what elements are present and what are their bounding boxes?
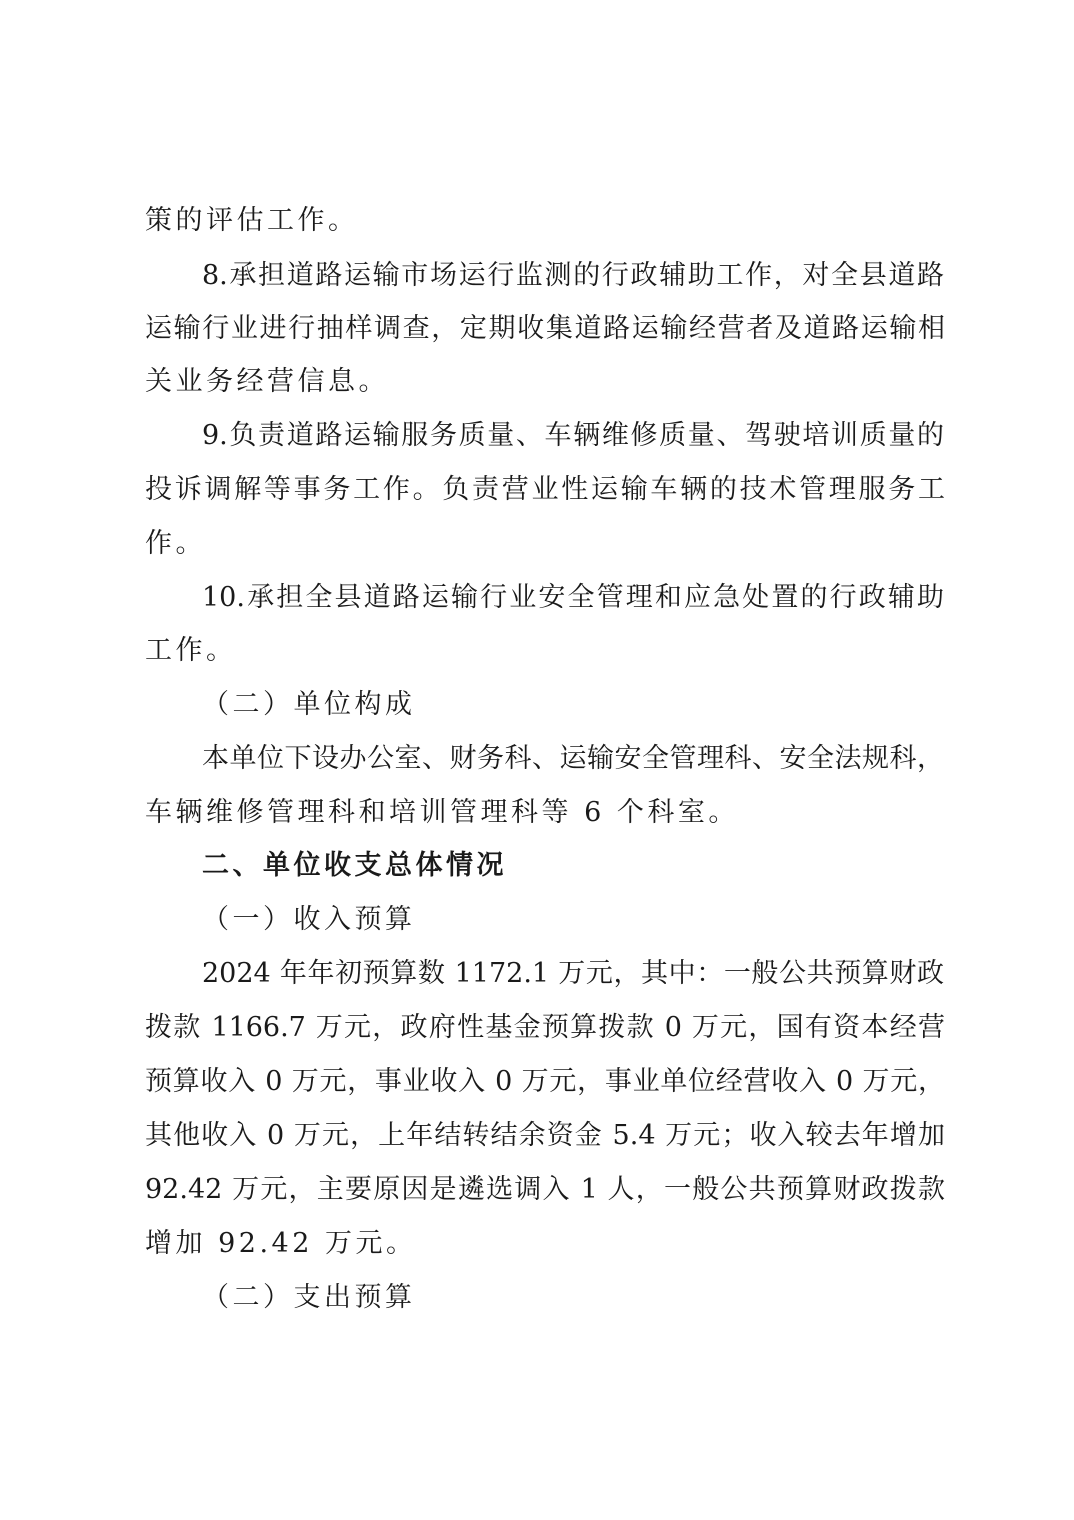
paragraph-line: 9.负责道路运输服务质量、车辆维修质量、驾驶培训质量的 xyxy=(202,420,944,451)
paragraph-line: 92.42 万元，主要原因是遴选调入 1 人，一般公共预算财政拨款 xyxy=(145,1174,945,1205)
paragraph-line: 车辆维修管理科和培训管理科等 6 个科室。 xyxy=(145,797,739,828)
paragraph-line: 拨款 1166.7 万元，政府性基金预算拨款 0 万元，国有资本经营 xyxy=(145,1012,945,1043)
paragraph-line: 其他收入 0 万元，上年结转结余资金 5.4 万元；收入较去年增加 xyxy=(145,1120,945,1151)
paragraph-line: 工作。 xyxy=(145,635,237,666)
paragraph-line: 2024 年年初预算数 1172.1 万元，其中：一般公共预算财政 xyxy=(202,958,944,989)
paragraph-line: 投诉调解等事务工作。负责营业性运输车辆的技术管理服务工 xyxy=(145,474,945,505)
paragraph-line: 关业务经营信息。 xyxy=(145,366,389,397)
section-heading: （二）单位构成 xyxy=(202,689,416,720)
paragraph-line: 8.承担道路运输市场运行监测的行政辅助工作，对全县道路 xyxy=(202,260,944,291)
paragraph-line: 策的评估工作。 xyxy=(145,205,359,236)
paragraph-line: 运输行业进行抽样调查，定期收集道路运输经营者及道路运输相 xyxy=(145,313,945,344)
paragraph-line: 增加 92.42 万元。 xyxy=(145,1228,417,1259)
paragraph-line: 作。 xyxy=(145,528,206,559)
paragraph-line: 10.承担全县道路运输行业安全管理和应急处置的行政辅助 xyxy=(202,582,944,613)
section-heading: （一）收入预算 xyxy=(202,904,416,935)
paragraph-line: 本单位下设办公室、财务科、运输安全管理科、安全法规科， xyxy=(202,743,944,774)
section-heading: （二）支出预算 xyxy=(202,1282,416,1313)
paragraph-line: 预算收入 0 万元，事业收入 0 万元，事业单位经营收入 0 万元， xyxy=(145,1066,945,1097)
section-heading: 二、单位收支总体情况 xyxy=(202,850,507,881)
